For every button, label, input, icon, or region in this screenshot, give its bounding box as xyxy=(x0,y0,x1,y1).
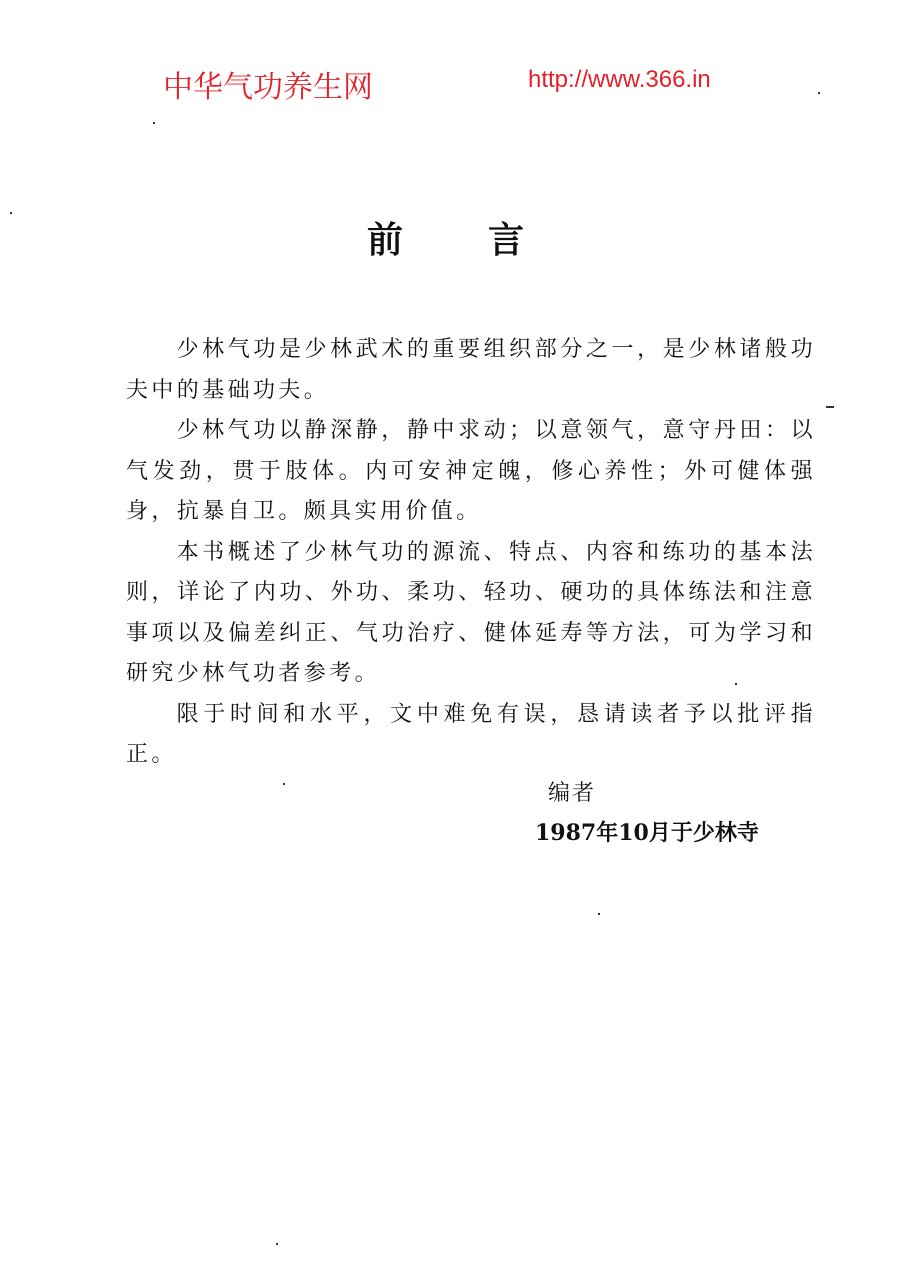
watermark-site-name: 中华气功养生网 xyxy=(163,70,373,105)
scan-speck xyxy=(818,92,820,94)
scan-speck xyxy=(283,783,285,785)
preface-body xyxy=(126,330,816,776)
paragraph-3: 本书概述了少林气功的源流、特点、内容和练功的基本法则，详论了内功、外功、柔功、轻功、硬功的具体练法和注意事项以及偏差纠正、气功治疗、健体延寿等方法，可为学习和研究少林气功者参考。 xyxy=(126,539,816,686)
scan-speck xyxy=(153,122,155,124)
scan-speck xyxy=(735,683,737,685)
watermark-url: http://www.366.in xyxy=(528,66,711,93)
watermark-header xyxy=(0,60,910,105)
page-title-char-1: 前 xyxy=(367,220,404,261)
scan-speck xyxy=(598,913,600,915)
page-title xyxy=(0,212,910,262)
paragraph-4: 限于时间和水平，文中难免有误，恳请读者予以批评指正。 xyxy=(126,701,816,767)
paragraph-2: 少林气功以静深静，静中求动；以意领气，意守丹田：以气发劲，贯于肢体。内可安神定魄，修心养性；外可健体强身，抗暴自卫。颇具实用价值。 xyxy=(126,418,816,524)
scan-speck xyxy=(276,1243,278,1245)
paragraph-1: 少林气功是少林武术的重要组织部分之一，是少林诸般功夫中的基础功夫。 xyxy=(126,337,816,403)
signature-author: 编者 xyxy=(548,781,597,806)
scan-speck xyxy=(10,212,12,214)
page-title-char-2: 言 xyxy=(488,220,525,261)
scan-speck xyxy=(826,406,834,408)
signature-date: 1987年10月于少林寺 xyxy=(535,820,759,846)
